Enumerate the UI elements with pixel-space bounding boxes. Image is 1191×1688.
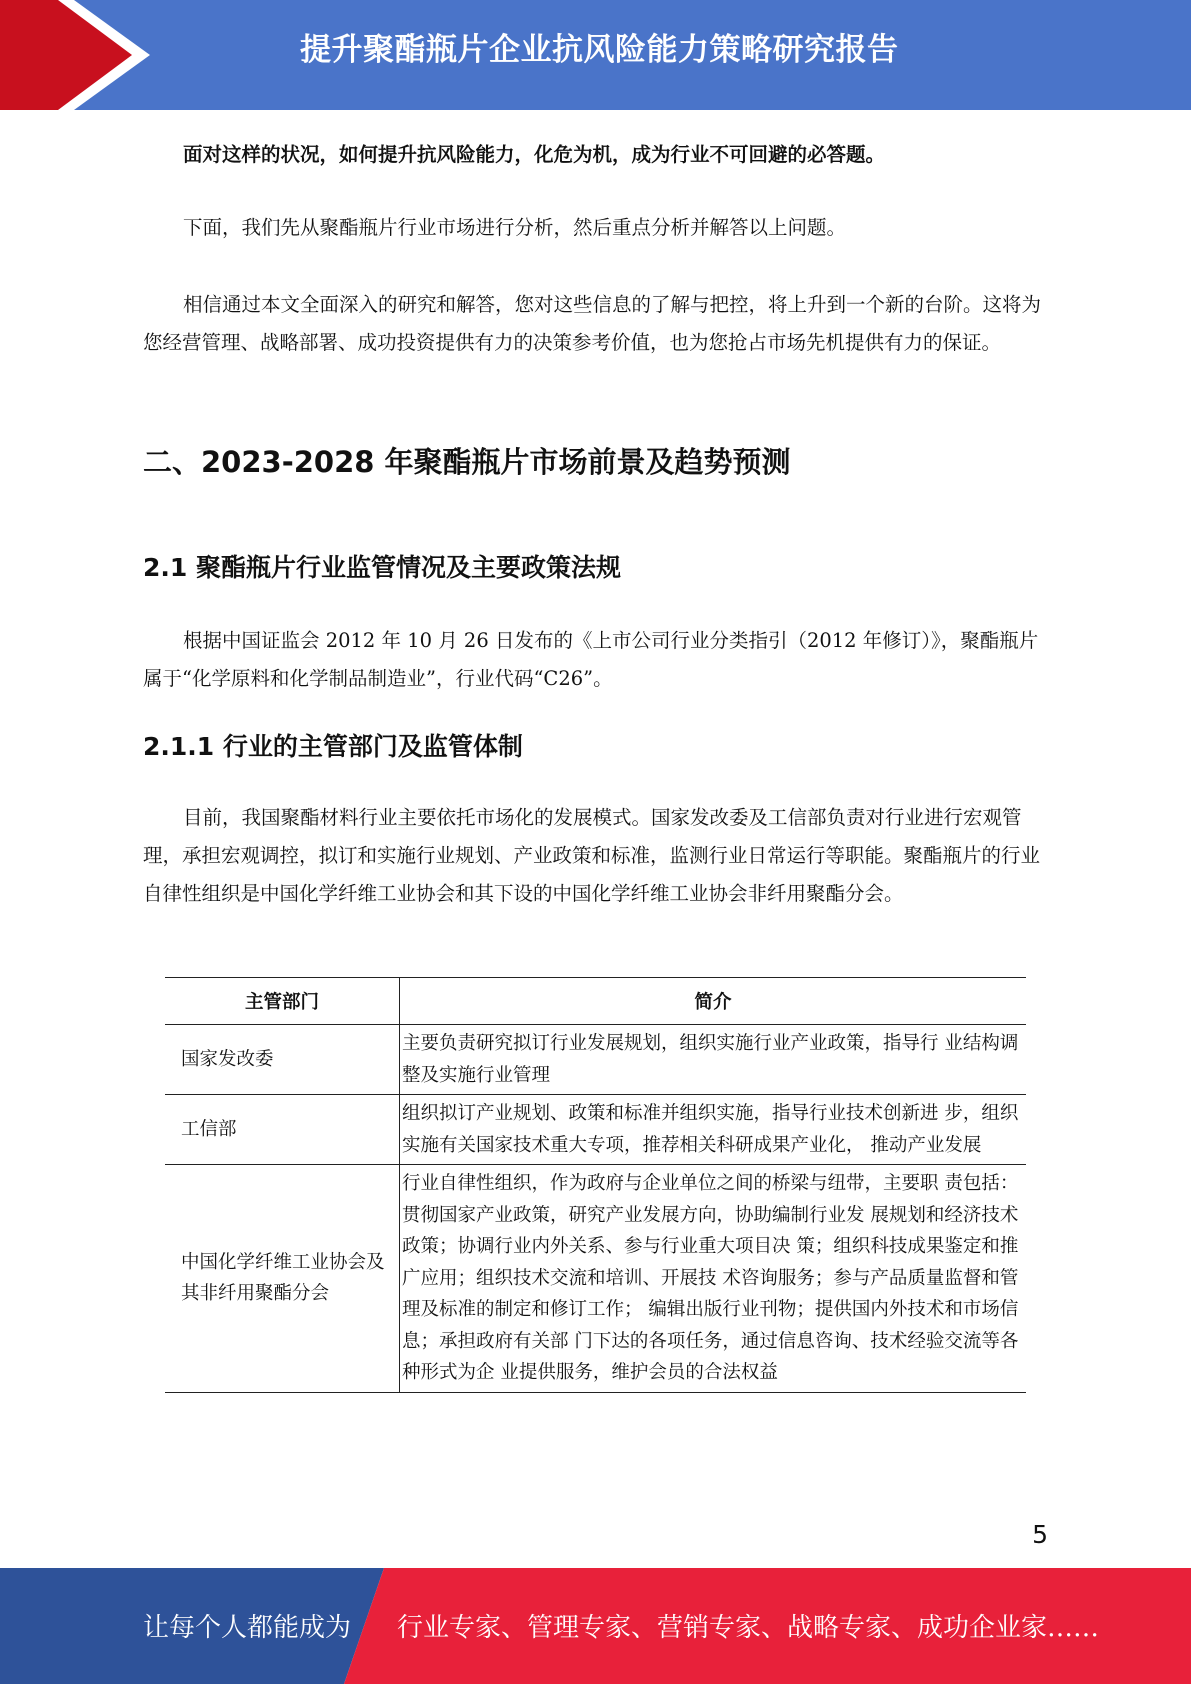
table-cell-department: 中国化学纤维工业协会及其非纤用聚酯分会	[165, 1165, 400, 1393]
header-chevron-decoration	[0, 0, 160, 110]
table-cell-department: 国家发改委	[165, 1025, 400, 1095]
table-cell-description: 行业自律性组织，作为政府与企业单位之间的桥梁与纽带，主要职 责包括：贯彻国家产业政策，研究产业发展方向，协助编制行业发 展规划和经济技术政策；协调行业内外关系、参与行业重大项目决 策；组织科技成果鉴定和推广应用；组织技术交流和培训、开展技 术咨询服务；参与产品质量监督和管理及标准的制定和修订工作； 编辑出版行业刊物；提供国内外技术和市场信息；承担政府有关部 门下达的各项任务，通过信息咨询、技术经验交流等各种形式为企 业提供服务，维护会员的合法权益	[400, 1165, 1027, 1393]
footer-slogan-left: 让每个人都能成为	[143, 1613, 352, 1643]
table-header-department: 主管部门	[165, 978, 400, 1025]
subsection-heading-2-1: 2.1 聚酯瓶片行业监管情况及主要政策法规	[143, 553, 621, 582]
table-header-description: 简介	[400, 978, 1027, 1025]
footer-slogan-bar	[0, 1568, 1191, 1684]
table-cell-description: 组织拟订产业规划、政策和标准并组织实施，指导行业技术创新进 步，组织实施有关国家技术重大专项，推荐相关科研成果产业化， 推动产业发展	[400, 1095, 1027, 1165]
value-statement-paragraph: 相信通过本文全面深入的研究和解答，您对这些信息的了解与把控，将上升到一个新的台阶。这将为您经营管理、战略部署、成功投资提供有力的决策参考价值，也为您抢占市场先机提供有力的保证。	[143, 293, 1042, 354]
subsection-heading-2-1-1: 2.1.1 行业的主管部门及监管体制	[143, 732, 523, 761]
industry-classification-paragraph: 根据中国证监会 2012 年 10 月 26 日发布的《上市公司行业分类指引（2012 年修订）》，聚酯瓶片属于“化学原料和化学制品制造业”，行业代码“C26”。	[143, 629, 1039, 690]
regulatory-system-paragraph: 目前，我国聚酯材料行业主要依托市场化的发展模式。国家发改委及工信部负责对行业进行宏观管理，承担宏观调控，拟订和实施行业规划、产业政策和标准，监测行业日常运行等职能。聚酯瓶片的行业自律性组织是中国化学纤维工业协会和其下设的中国化学纤维工业协会非纤用聚酯分会。	[143, 806, 1041, 905]
table-cell-description: 主要负责研究拟订行业发展规划，组织实施行业产业政策，指导行 业结构调整及实施行业管理	[400, 1025, 1027, 1095]
page-number: 5	[1032, 1520, 1048, 1549]
intro-question-paragraph: 面对这样的状况，如何提升抗风险能力，化危为机，成为行业不可回避的必答题。	[183, 143, 886, 166]
report-header-bar	[0, 0, 1191, 110]
report-title: 提升聚酯瓶片企业抗风险能力策略研究报告	[300, 32, 899, 68]
regulatory-departments-table	[165, 977, 1026, 1393]
table-row	[165, 1025, 1026, 1095]
section-heading: 二、2023-2028 年聚酯瓶片市场前景及趋势预测	[143, 445, 791, 479]
table-row	[165, 1095, 1026, 1165]
analysis-plan-paragraph: 下面，我们先从聚酯瓶片行业市场进行分析，然后重点分析并解答以上问题。	[183, 216, 847, 239]
footer-slogan-right: 行业专家、管理专家、营销专家、战略专家、成功企业家……	[397, 1613, 1100, 1643]
table-row	[165, 1165, 1026, 1393]
table-cell-department: 工信部	[165, 1095, 400, 1165]
table-header-row	[165, 978, 1026, 1025]
